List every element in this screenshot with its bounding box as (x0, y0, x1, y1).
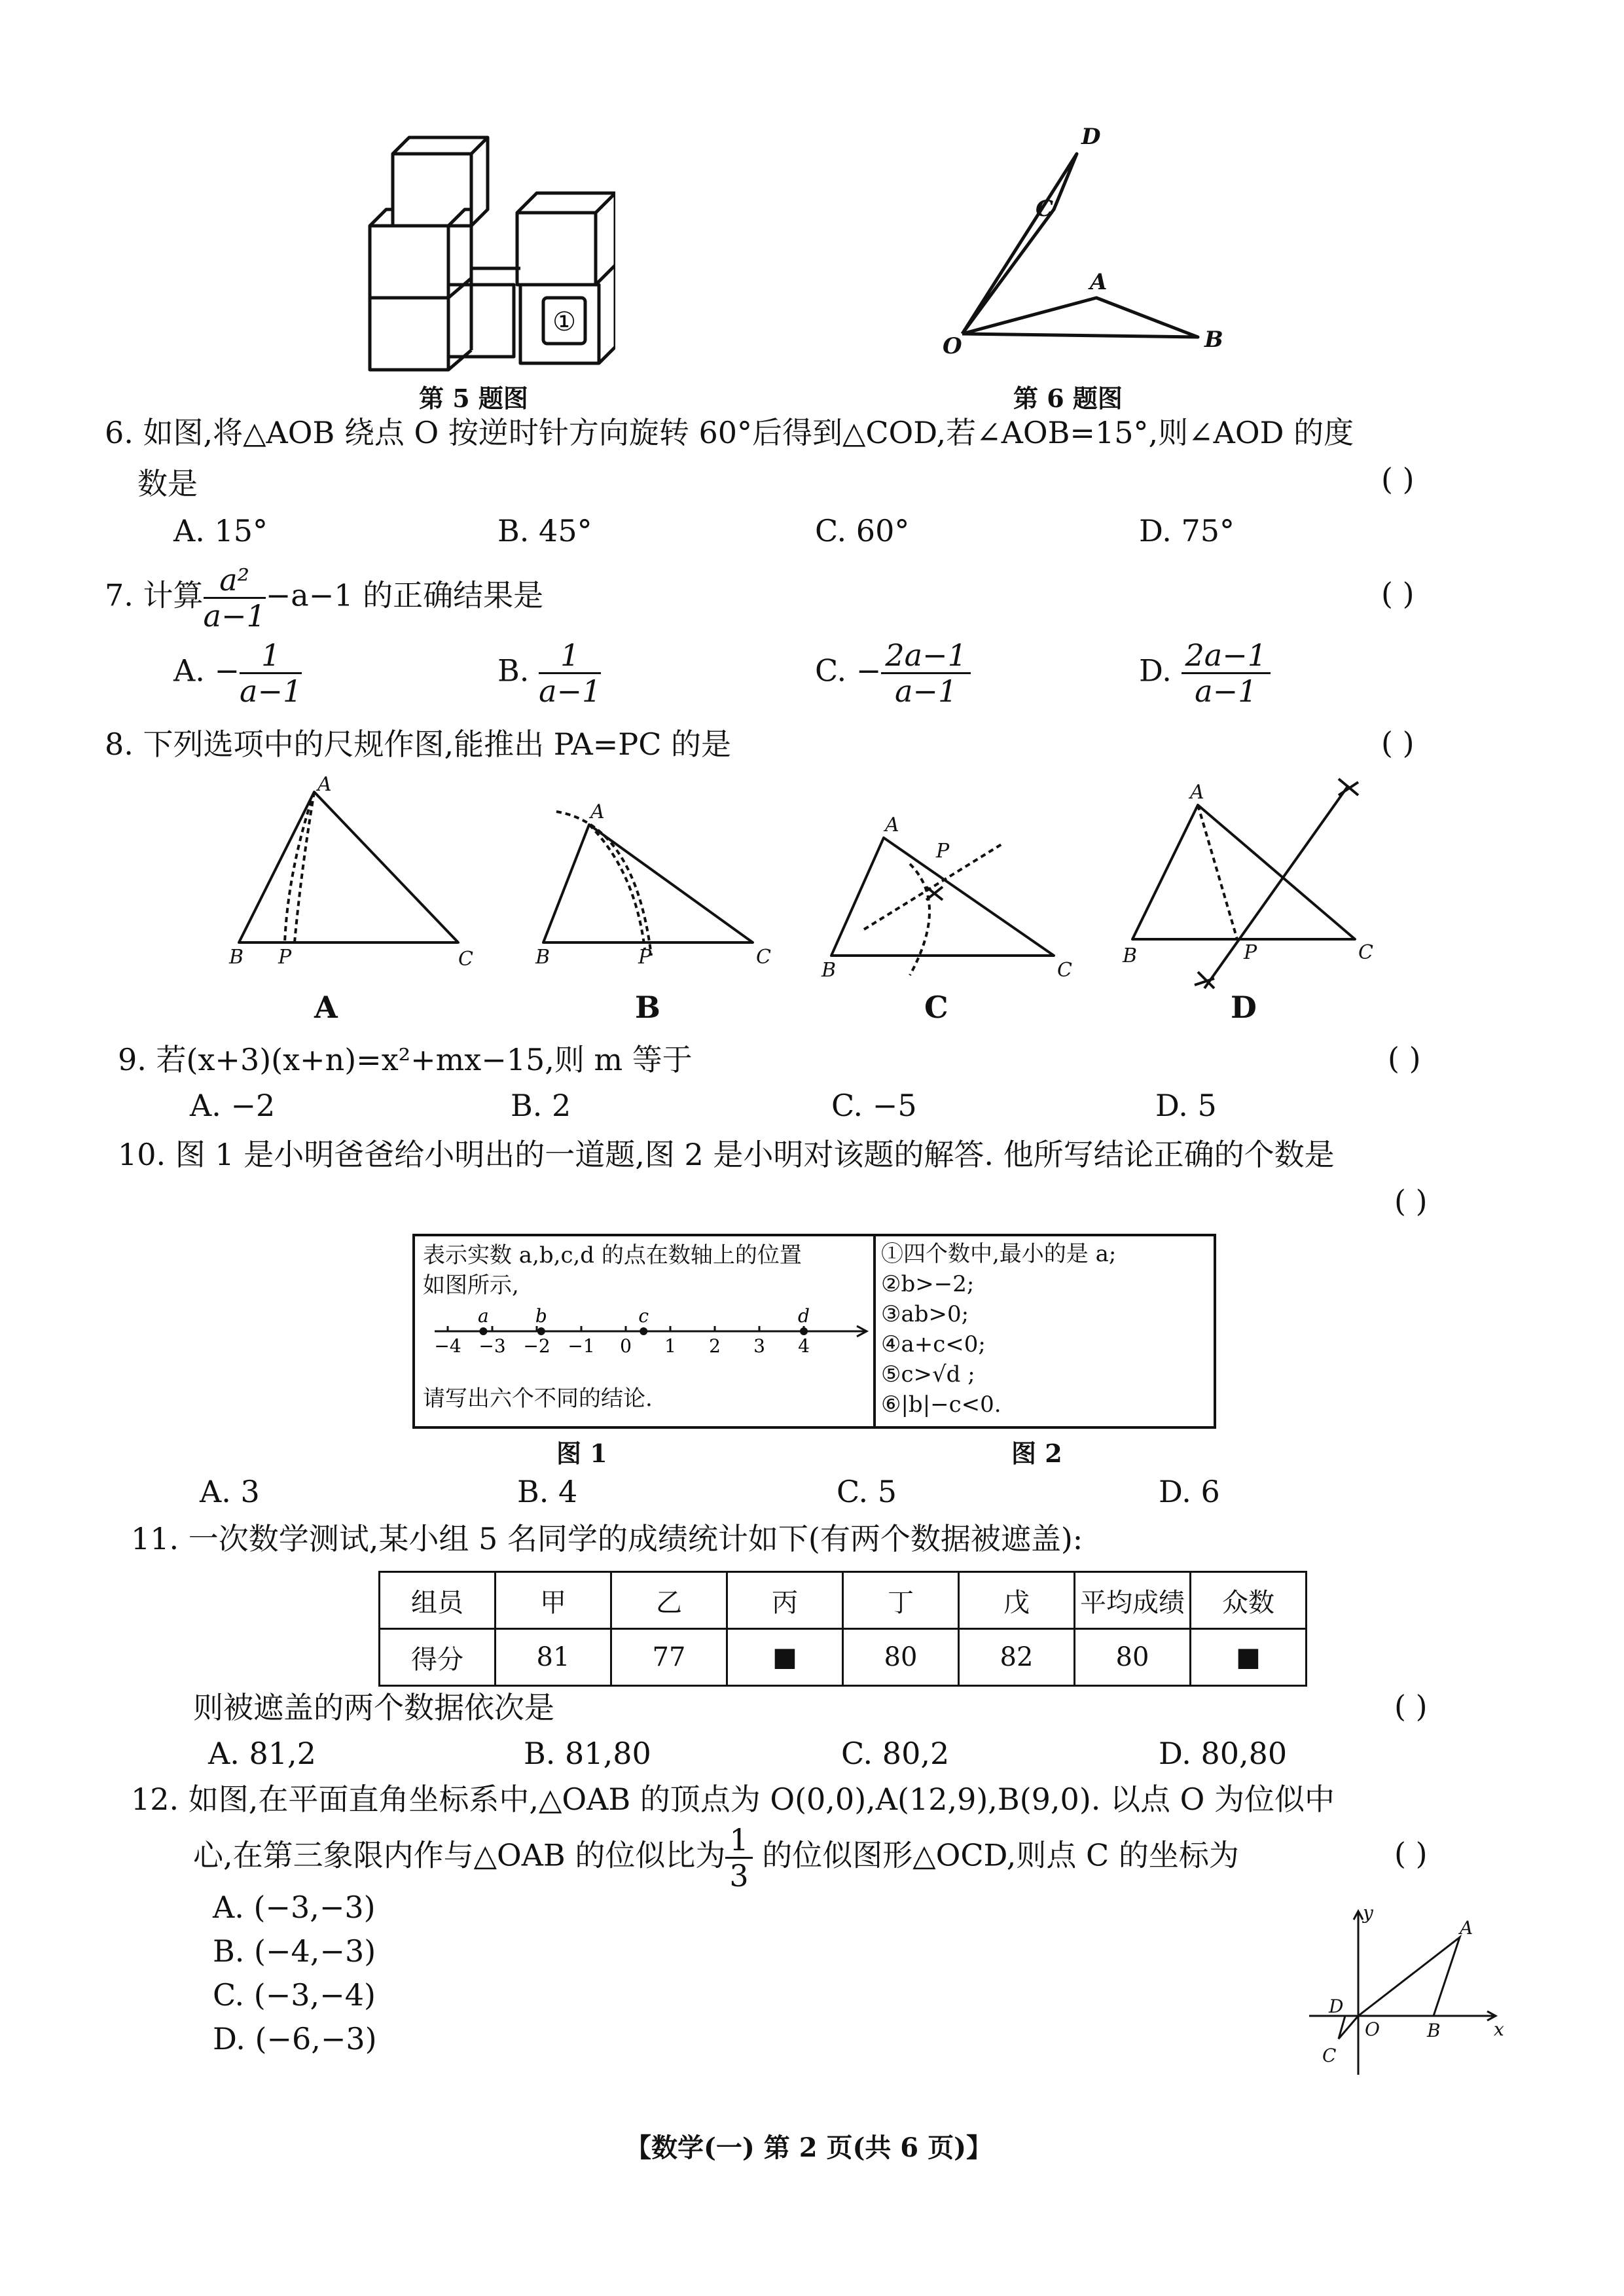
number-line-point-label: b (535, 1305, 547, 1327)
fig2-item-1: ①四个数中,最小的是 a; (881, 1241, 1117, 1267)
fig1-line3: 请写出六个不同的结论. (423, 1386, 653, 1412)
svg-text:D: D (1081, 124, 1101, 150)
number-line-point (640, 1327, 647, 1335)
q10-answer-blank: ( ) (1394, 1183, 1428, 1219)
fig1-line1: 表示实数 a,b,c,d 的点在数轴上的位置 (423, 1242, 802, 1268)
table-cell: 丁 (843, 1572, 959, 1629)
q10-option-d: D. 6 (1159, 1474, 1220, 1509)
q6-option-d: D. 75° (1139, 513, 1235, 548)
fig2-item-4: ④a+c<0; (881, 1331, 986, 1357)
q8-answer-blank: ( ) (1381, 725, 1415, 761)
q10-stem: 10. 图 1 是小明爸爸给小明出的一道题,图 2 是小明对该题的解答. 他所写结论正确的个数是 (118, 1137, 1335, 1172)
svg-text:C: C (756, 946, 771, 969)
table-cell-masked: ■ (727, 1629, 843, 1686)
q12-answer-blank: ( ) (1394, 1836, 1428, 1871)
table-cell: 77 (611, 1629, 727, 1686)
scores-table (378, 1571, 1307, 1687)
number-line-point-label: c (638, 1305, 649, 1327)
number-line-point (479, 1327, 487, 1335)
q9-option-d: D. 5 (1155, 1088, 1217, 1123)
q10-option-a: A. 3 (200, 1474, 260, 1509)
q8-stem: 8. 下列选项中的尺规作图,能推出 PA=PC 的是 (105, 726, 732, 762)
table-cell: 平均成绩 (1075, 1572, 1191, 1629)
q11-option-a: A. 81,2 (208, 1736, 316, 1771)
svg-text:C: C (1358, 941, 1373, 964)
svg-text:C: C (1057, 959, 1072, 982)
q7-prefix: 7. 计算 (105, 577, 204, 613)
svg-text:A: A (317, 773, 332, 796)
number-line-tick-label: 1 (664, 1335, 676, 1357)
table-row (380, 1629, 1307, 1686)
q6-answer-blank: ( ) (1381, 461, 1415, 497)
table-cell: 80 (1075, 1629, 1191, 1686)
page-footer: 【数学(一) 第 2 页(共 6 页)】 (625, 2132, 992, 2163)
q9-option-c: C. −5 (831, 1088, 917, 1123)
q12-option-c: C. (−3,−4) (213, 1977, 376, 2013)
number-line (428, 1302, 873, 1374)
number-line-point-label: d (798, 1305, 810, 1327)
svg-text:O: O (943, 333, 962, 359)
q7-option-b: B. $\frac{1}{a-1}$ (497, 637, 602, 709)
number-line-tick-label: −3 (478, 1335, 506, 1357)
svg-text:y: y (1363, 1902, 1373, 1924)
svg-text:P: P (278, 946, 292, 969)
svg-text:A: A (885, 814, 899, 836)
svg-text:B: B (535, 946, 550, 969)
svg-text:P: P (1244, 941, 1257, 964)
q6-stem-line1: 6. 如图,将△AOB 绕点 O 按逆时针方向旋转 60°后得到△COD,若∠AOB=15°,则∠AOD 的度 (105, 415, 1354, 450)
figure-5-cubes (353, 131, 615, 373)
q11-stem: 11. 一次数学测试,某小组 5 名同学的成绩统计如下(有两个数据被遮盖): (131, 1521, 1083, 1556)
q9-stem: 9. 若(x+3)(x+n)=x²+mx−15,则 m 等于 (118, 1042, 693, 1077)
q10-option-c: C. 5 (837, 1474, 897, 1509)
svg-text:x: x (1494, 2018, 1504, 2040)
number-line-tick-label: 4 (798, 1335, 810, 1357)
table-cell: 乙 (611, 1572, 727, 1629)
table-row (380, 1572, 1307, 1629)
number-line-point (800, 1327, 808, 1335)
svg-text:P: P (936, 840, 950, 863)
svg-text:A: A (1190, 781, 1204, 804)
svg-text:P: P (638, 946, 652, 969)
q6-stem-line2: 数是 (137, 466, 198, 501)
q8-label-d: D (1231, 990, 1257, 1025)
fig2-item-3: ③ab>0; (881, 1301, 969, 1327)
svg-text:C: C (458, 948, 473, 971)
table-cell: 戊 (959, 1572, 1075, 1629)
q6-option-b: B. 45° (497, 513, 592, 548)
q7-option-c: C. − $\frac{2a-1}{a-1}$ (815, 638, 971, 708)
svg-text:B: B (229, 946, 244, 969)
q12-option-d: D. (−6,−3) (213, 2021, 377, 2056)
number-line-tick-label: −4 (434, 1335, 461, 1357)
q7-answer-blank: ( ) (1381, 576, 1415, 611)
q11-after: 则被遮盖的两个数据依次是 (193, 1690, 554, 1725)
svg-text:C: C (1322, 2045, 1337, 2066)
figure-6-caption: 第 6 题图 (1013, 384, 1123, 413)
fig1-line2: 如图所示, (423, 1272, 519, 1299)
svg-text:B: B (1427, 2020, 1441, 2041)
q11-option-c: C. 80,2 (841, 1736, 950, 1771)
q12-option-b: B. (−4,−3) (213, 1933, 376, 1969)
fig2-caption: 图 2 (1011, 1439, 1062, 1468)
svg-text:B: B (1204, 327, 1223, 353)
svg-text:D: D (1329, 1996, 1344, 2017)
q10-option-b: B. 4 (517, 1474, 578, 1509)
number-line-point-label: a (478, 1305, 489, 1327)
table-cell: 80 (843, 1629, 959, 1686)
table-cell-masked: ■ (1191, 1629, 1307, 1686)
q9-option-a: A. −2 (190, 1088, 276, 1123)
svg-text:B: B (1123, 944, 1138, 967)
number-line-tick-label: 2 (709, 1335, 721, 1357)
cube-mark: ① (552, 307, 576, 337)
svg-text:C: C (1036, 196, 1054, 222)
number-line-tick-label: 0 (620, 1335, 632, 1357)
q7-option-a: A. − $\frac{1}{a-1}$ (173, 637, 302, 709)
svg-text:O: O (1365, 2018, 1380, 2040)
number-line-point (537, 1327, 545, 1335)
q7-fraction: $\frac{\text{a²}}{a-1}$ (203, 562, 266, 634)
fig2-item-6: ⑥|b|−c<0. (881, 1391, 1001, 1418)
svg-text:A: A (1460, 1917, 1473, 1939)
q12-stem-line2: 心,在第三象限内作与△OAB 的位似比为 $\frac{1}{3}$ 的位似图形△OCD,则点 C 的坐标为 (193, 1822, 1239, 1893)
q7-suffix: −a−1 的正确结果是 (265, 577, 544, 613)
fig2-item-2: ②b>−2; (881, 1271, 975, 1297)
svg-text:B: B (821, 959, 837, 982)
q10-box-divider (873, 1236, 876, 1426)
table-cell: 丙 (727, 1572, 843, 1629)
figure-6-rotation (936, 118, 1237, 380)
q6-option-c: C. 60° (815, 513, 910, 548)
q11-option-b: B. 81,80 (524, 1736, 651, 1771)
svg-text:A: A (1090, 269, 1108, 295)
table-cell: 众数 (1191, 1572, 1307, 1629)
table-cell: 81 (496, 1629, 611, 1686)
q8-label-b: B (635, 990, 660, 1025)
q7-option-d: D. $\frac{2a-1}{a-1}$ (1139, 638, 1271, 708)
q12-option-a: A. (−3,−3) (213, 1890, 376, 1925)
table-cell: 组员 (380, 1572, 496, 1629)
q10-figure-box (412, 1234, 1216, 1429)
q8-label-c: C (924, 990, 948, 1025)
q12-coordinate-figure (1303, 1898, 1512, 2081)
figure-5-caption: 第 5 题图 (419, 384, 528, 413)
q9-answer-blank: ( ) (1388, 1041, 1421, 1076)
svg-text:A: A (590, 800, 605, 823)
number-line-tick-label: −2 (523, 1335, 550, 1357)
q11-option-d: D. 80,80 (1159, 1736, 1288, 1771)
number-line-tick-label: 3 (753, 1335, 765, 1357)
table-cell: 82 (959, 1629, 1075, 1686)
table-cell: 甲 (496, 1572, 611, 1629)
fig1-caption: 图 1 (556, 1439, 607, 1468)
number-line-tick-label: −1 (568, 1335, 595, 1357)
q12-stem-line1: 12. 如图,在平面直角坐标系中,△OAB 的顶点为 O(0,0),A(12,9),B(9,0). 以点 O 为位似中 (131, 1782, 1335, 1817)
q8-label-a: A (314, 990, 338, 1025)
q7-stem (105, 563, 543, 633)
fig2-item-5: ⑤c>√d ; (881, 1361, 975, 1388)
table-cell: 得分 (380, 1629, 496, 1686)
q6-option-a: A. 15° (173, 513, 268, 548)
q9-option-b: B. 2 (511, 1088, 571, 1123)
q11-answer-blank: ( ) (1394, 1689, 1428, 1724)
